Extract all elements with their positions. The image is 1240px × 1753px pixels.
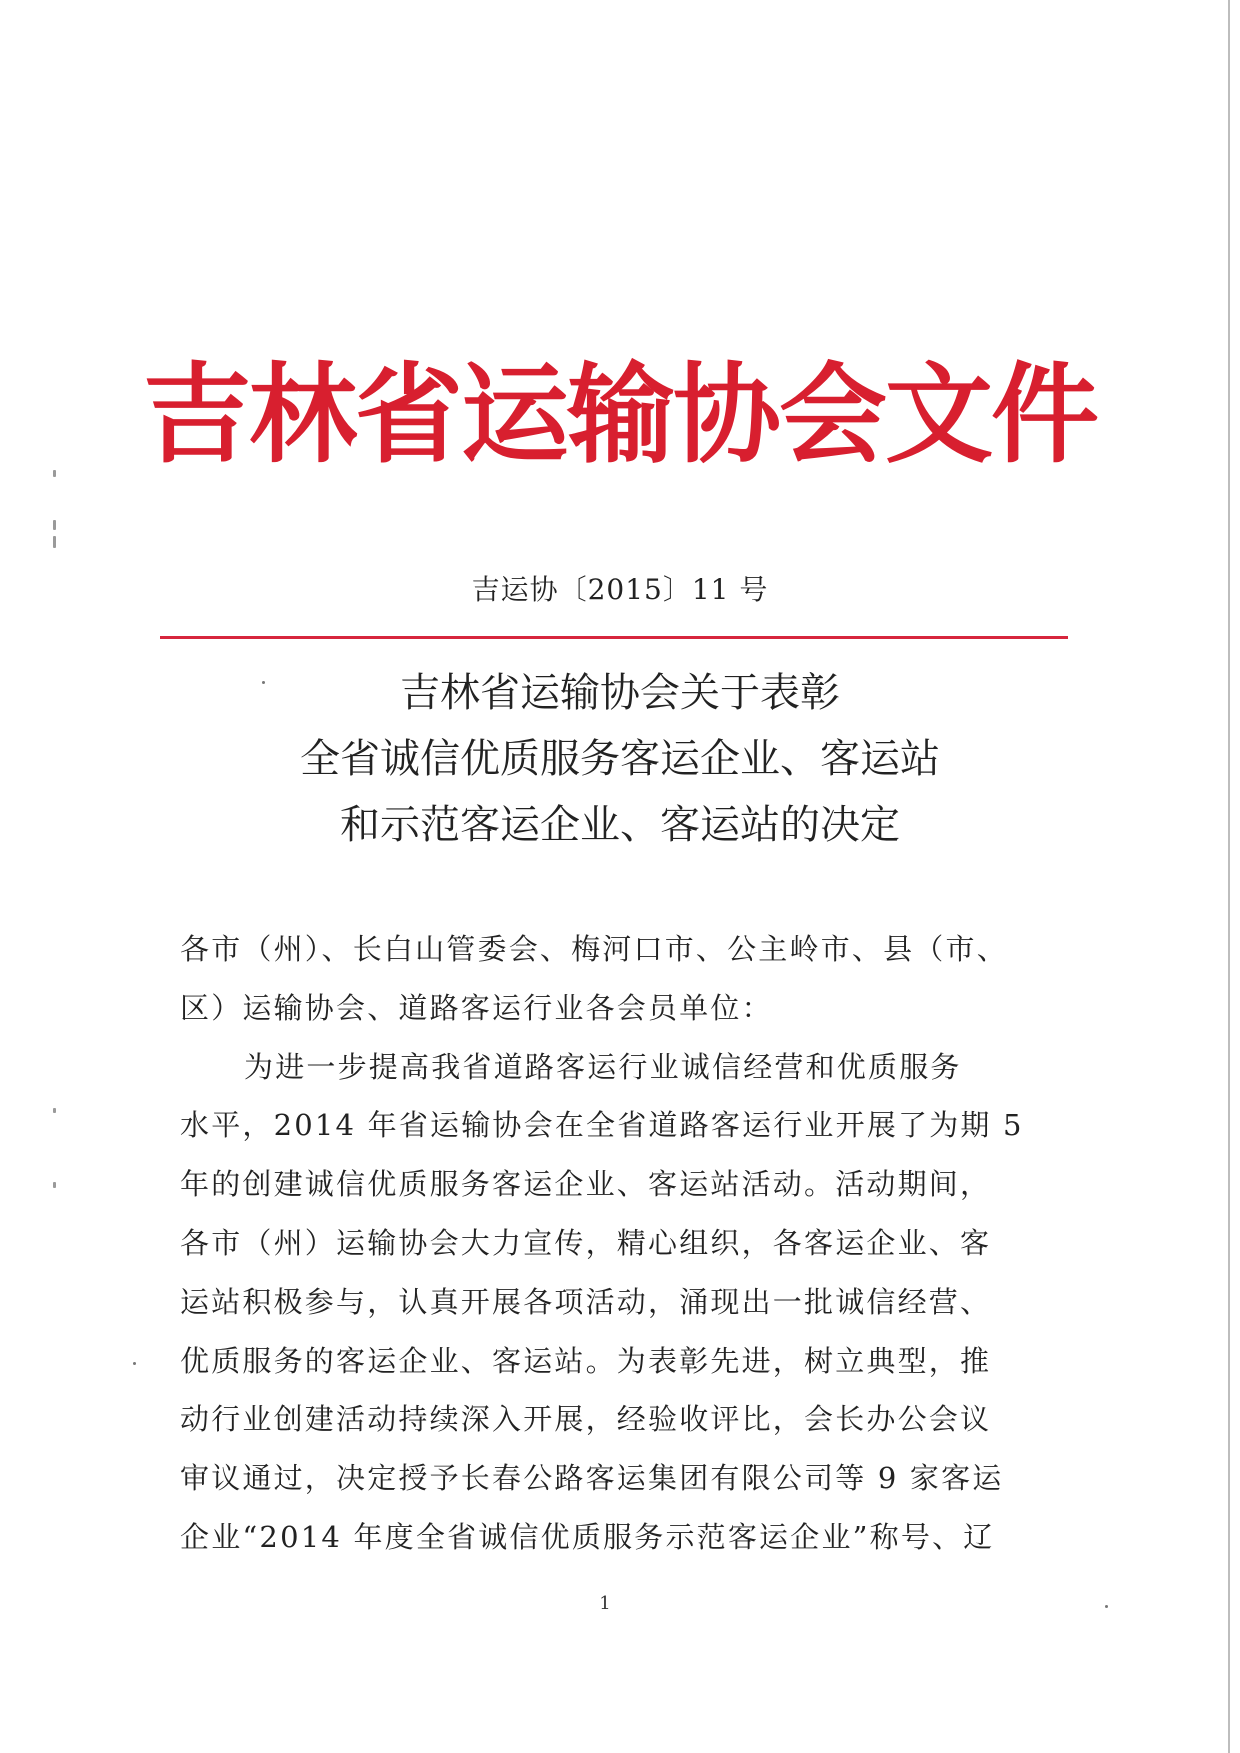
salutation-line-1: 各市（州）、长白山管委会、梅河口市、公主岭市、县（市、 bbox=[180, 932, 1008, 966]
title-line-3: 和示范客运企业、客运站的决定 bbox=[340, 802, 900, 848]
body-line: 水平，2014 年省运输协会在全省道路客运行业开展了为期 5 bbox=[180, 1108, 1024, 1143]
document-body bbox=[180, 920, 1040, 1567]
title-line-2: 全省诚信优质服务客运企业、客运站 bbox=[300, 736, 940, 782]
scan-speck bbox=[1105, 1605, 1108, 1608]
body-line: 运站积极参与，认真开展各项活动，涌现出一批诚信经营、 bbox=[180, 1284, 992, 1319]
document-title bbox=[160, 660, 1080, 858]
body-line: 年的创建诚信优质服务客运企业、客运站活动。活动期间， bbox=[180, 1167, 992, 1202]
document-number: 吉运协〔2015〕11 号 bbox=[471, 573, 769, 606]
scan-mark bbox=[53, 520, 56, 530]
body-line: 为进一步提高我省道路客运行业诚信经营和优质服务 bbox=[244, 1049, 962, 1084]
title-line-1: 吉林省运输协会关于表彰 bbox=[400, 670, 840, 716]
scan-mark bbox=[53, 536, 56, 548]
scan-speck bbox=[133, 1362, 136, 1365]
body-line: 各市（州）运输协会大力宣传，精心组织，各客运企业、客 bbox=[180, 1225, 992, 1260]
red-separator-line bbox=[160, 636, 1068, 639]
scan-mark bbox=[53, 1182, 56, 1188]
body-line: 优质服务的客运企业、客运站。为表彰先进，树立典型，推 bbox=[180, 1343, 992, 1378]
body-line: 企业“2014 年度全省诚信优质服务示范客运企业”称号、辽 bbox=[180, 1519, 995, 1554]
document-header-title: 吉林省运输协会文件 bbox=[142, 352, 1097, 478]
body-line: 动行业创建活动持续深入开展，经验收评比，会长办公会议 bbox=[180, 1402, 992, 1437]
page-number: 1 bbox=[599, 1593, 611, 1614]
salutation-line-2: 区）运输协会、道路客运行业各会员单位： bbox=[180, 990, 773, 1025]
scan-edge-line bbox=[1228, 0, 1230, 1753]
body-line: 审议通过，决定授予长春公路客运集团有限公司等 9 家客运 bbox=[180, 1461, 1004, 1496]
scan-mark bbox=[53, 1108, 56, 1113]
scan-mark bbox=[53, 470, 56, 477]
